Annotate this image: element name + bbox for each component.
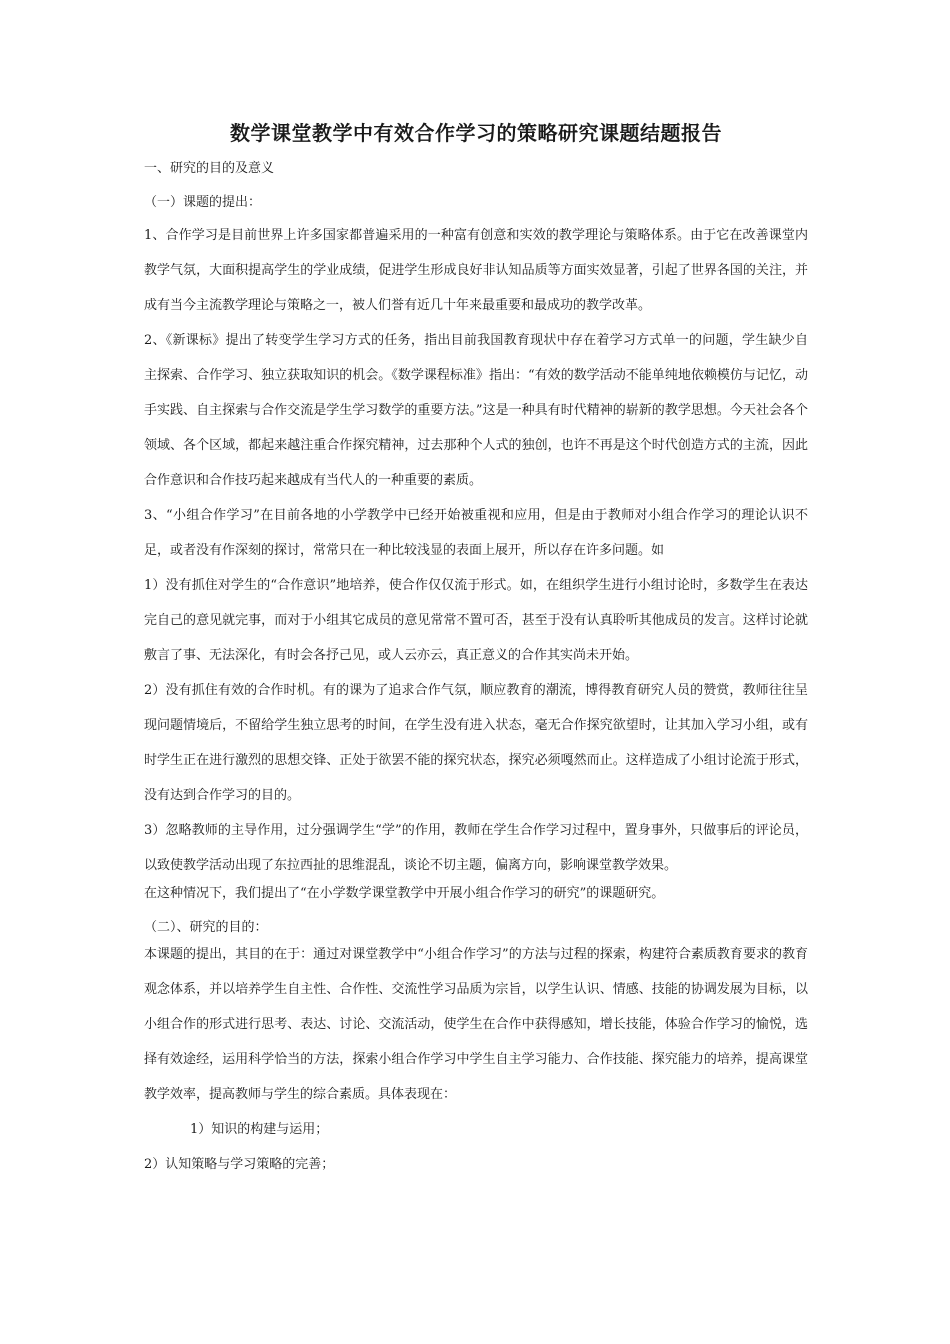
subsection-heading: （二）、研究的目的： [144,920,268,935]
paragraph-6: 3）忽略教师的主导作用，过分强调学生“学”的作用，教师在学生合作学习过程中，置身事外，只做事后的评论员，以致使教学活动出现了东拉西扯的思维混乱，谈论不切主题，偏离方向，影响课堂教学效果。 [144,823,808,873]
subsection-heading: （一）课题的提出： [144,195,262,210]
paragraph-4: 1）没有抓住对学生的“合作意识”地培养，使合作仅仅流于形式。如，在组织学生进行小组讨论时，多数学生在表达完自己的意见就完事，而对于小组其它成员的意见常常不置可否，甚至于没有认真聆听其他成员的发言。这样讨论就敷言了事、无法深化，有时会各抒己见，或人云亦云，真正意义的合作其实尚未开始。 [144,578,808,663]
paragraph-2: 2、《新课标》提出了转变学生学习方式的任务，指出目前我国教育现状中存在着学习方式单一的问题，学生缺少自主探索、合作学习、独立获取知识的机会。《数学课程标准》指出：“有效的数学活动不能单纯地依赖模仿与记忆，动手实践、自主探索与合作交流是学生学习数学的重要方法。”这是一种具有时代精神的崭新的教学思想。今天社会各个领域、各个区域，都起来越注重合作探究精神，过去那种个人式的独创，也许不再是这个时代创造方式的主流，因此合作意识和合作技巧起来越成有当代人的一种重要的素质。 [144,333,808,488]
list-item: 2）认知策略与学习策略的完善； [144,1157,335,1172]
spacer [144,903,808,919]
document-page [144,118,808,1182]
section-heading: 一、研究的目的及意义 [144,161,275,176]
paragraph-7: 在这种情况下，我们提出了“在小学数学课堂教学中开展小组合作学习的研究”的课题研究。 [144,886,665,901]
spacer [144,178,808,194]
list-item: 1）知识的构建与运用； [190,1122,329,1137]
paragraph-8: 本课题的提出，其目的在于：通过对课堂教学中“小组合作学习”的方法与过程的探索，构建符合素质教育要求的教育观念体系，并以培养学生自主性、合作性、交流性学习品质为宗旨，以学生认识、情感、技能的协调发展为目标，以小组合作的形式进行思考、表达、讨论、交流活动，使学生在合作中获得感知，增长技能，体验合作学习的愉悦，选择有效途经，运用科学恰当的方法，探索小组合作学习中学生自主学习能力、合作技能、探究能力的培养，提高课堂教学效率，提高教师与学生的综合素质。具体表现在： [144,947,808,1102]
document-title: 数学课堂教学中有效合作学习的策略研究课题结题报告 [230,121,722,145]
paragraph-5: 2）没有抓住有效的合作时机。有的课为了追求合作气氛，顺应教育的潮流，博得教育研究人员的赞赏，教师往往呈现问题情境后，不留给学生独立思考的时间，在学生没有进入状态，毫无合作探究欲望时，让其加入学习小组，或有时学生正在进行激烈的思想交锋、正处于欲罢不能的探究状态，探究必须嘎然而止。这样造成了小组讨论流于形式，没有达到合作学习的目的。 [144,683,808,803]
paragraph-1: 1、合作学习是目前世界上许多国家都普遍采用的一种富有创意和实效的教学理论与策略体系。由于它在改善课堂内教学气氛，大面积提高学生的学业成绩，促进学生形成良好非认知品质等方面实效显著，引起了世界各国的关注，并成有当今主流教学理论与策略之一，被人们誉有近几十年来最重要和最成功的教学改革。 [144,228,808,313]
paragraph-3: 3、“小组合作学习”在目前各地的小学教学中已经开始被重视和应用，但是由于教师对小组合作学习的理论认识不足，或者没有作深刻的探讨，常常只在一种比较浅显的表面上展开，所以存在许多问题。如 [144,508,808,558]
